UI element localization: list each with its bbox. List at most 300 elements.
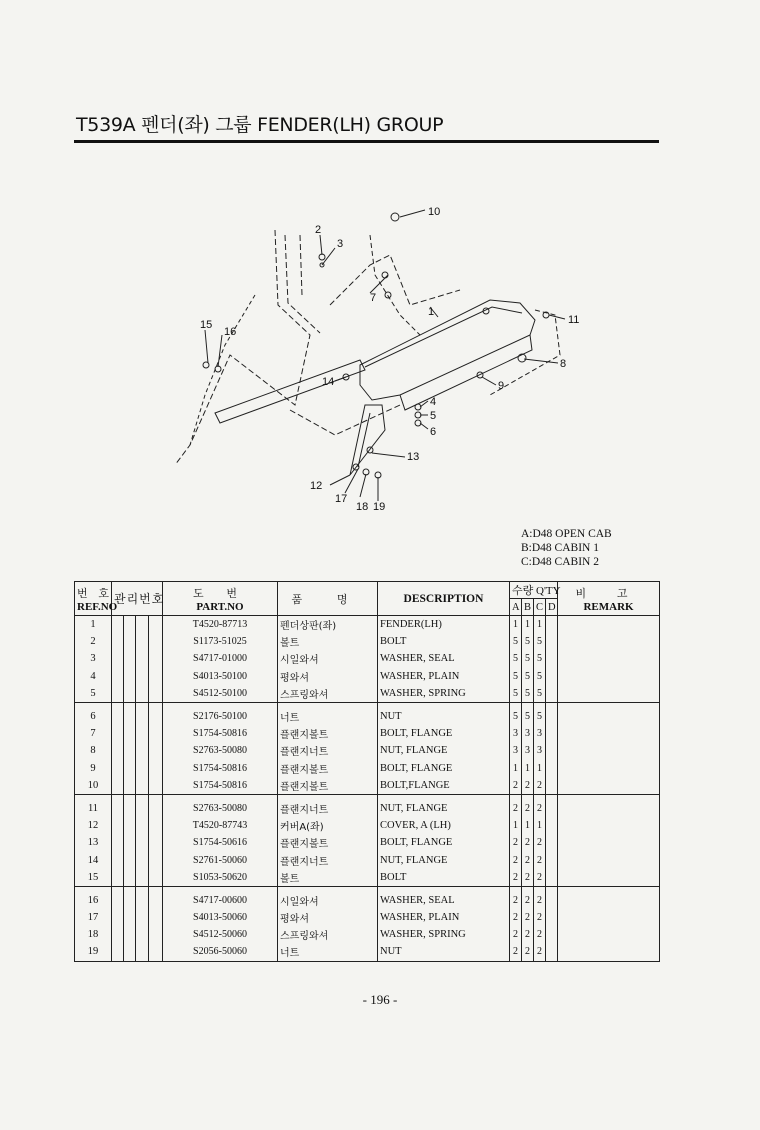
callout-15: 15 xyxy=(200,319,213,331)
table-row xyxy=(75,834,660,851)
cell-mgmt-1 xyxy=(112,650,124,667)
cell-qty-b: 2 xyxy=(522,834,534,851)
cell-description: BOLT, FLANGE xyxy=(378,725,510,742)
cell-mgmt-4 xyxy=(149,926,163,943)
cell-qty-d xyxy=(546,886,558,909)
cell-ref: 16 xyxy=(75,886,112,909)
parts-table-body xyxy=(75,616,660,962)
cell-description: COVER, A (LH) xyxy=(378,817,510,834)
cell-name-ko: 시일와셔 xyxy=(278,886,378,909)
cell-ref: 2 xyxy=(75,633,112,650)
cell-qty-c: 2 xyxy=(534,869,546,887)
cell-part-no: S1173-51025 xyxy=(163,633,278,650)
cell-ref: 12 xyxy=(75,817,112,834)
cell-mgmt-3 xyxy=(136,869,149,887)
cell-description: NUT, FLANGE xyxy=(378,794,510,817)
cell-qty-d xyxy=(546,817,558,834)
cell-qty-d xyxy=(546,668,558,685)
cell-part-no: S2763-50080 xyxy=(163,742,278,759)
cell-description: WASHER, PLAIN xyxy=(378,909,510,926)
cell-qty-c: 2 xyxy=(534,943,546,961)
cell-mgmt-3 xyxy=(136,633,149,650)
cell-part-no: S2176-50100 xyxy=(163,702,278,725)
cell-mgmt-4 xyxy=(149,725,163,742)
cell-qty-a: 2 xyxy=(510,869,522,887)
cell-description: WASHER, SEAL xyxy=(378,886,510,909)
cell-qty-a: 1 xyxy=(510,616,522,634)
cell-mgmt-2 xyxy=(124,760,136,777)
cell-qty-b: 1 xyxy=(522,616,534,634)
cell-mgmt-4 xyxy=(149,909,163,926)
cell-mgmt-1 xyxy=(112,685,124,703)
cell-mgmt-2 xyxy=(124,869,136,887)
cell-mgmt-4 xyxy=(149,633,163,650)
cell-qty-b: 5 xyxy=(522,668,534,685)
cell-mgmt-3 xyxy=(136,794,149,817)
cell-mgmt-3 xyxy=(136,742,149,759)
cell-ref: 6 xyxy=(75,702,112,725)
cell-qty-c: 5 xyxy=(534,702,546,725)
cell-ref: 13 xyxy=(75,834,112,851)
cell-remark xyxy=(558,943,660,961)
cell-part-no: S1754-50816 xyxy=(163,760,278,777)
cell-qty-b: 2 xyxy=(522,851,534,868)
cell-qty-c: 2 xyxy=(534,794,546,817)
callout-10: 10 xyxy=(428,206,441,218)
cell-part-no: S1754-50816 xyxy=(163,725,278,742)
cell-mgmt-3 xyxy=(136,725,149,742)
callout-2: 2 xyxy=(315,224,322,236)
cell-mgmt-3 xyxy=(136,909,149,926)
cell-qty-a: 2 xyxy=(510,777,522,795)
cell-qty-d xyxy=(546,702,558,725)
cell-mgmt-4 xyxy=(149,685,163,703)
fender-body xyxy=(360,300,535,400)
cell-part-no: S4013-50060 xyxy=(163,909,278,926)
cell-mgmt-3 xyxy=(136,668,149,685)
cell-mgmt-3 xyxy=(136,702,149,725)
cell-mgmt-4 xyxy=(149,760,163,777)
cell-description: BOLT,FLANGE xyxy=(378,777,510,795)
cell-part-no: S4013-50100 xyxy=(163,668,278,685)
cell-remark xyxy=(558,869,660,887)
cell-qty-c: 1 xyxy=(534,616,546,634)
header-qty-d: D xyxy=(546,599,558,616)
cell-mgmt-3 xyxy=(136,777,149,795)
cell-description: FENDER(LH) xyxy=(378,616,510,634)
legend-b: B:D48 CABIN 1 xyxy=(521,542,599,554)
cell-qty-a: 2 xyxy=(510,794,522,817)
cell-mgmt-4 xyxy=(149,886,163,909)
cell-remark xyxy=(558,633,660,650)
cell-mgmt-2 xyxy=(124,817,136,834)
header-description: DESCRIPTION xyxy=(378,582,510,616)
cell-mgmt-1 xyxy=(112,794,124,817)
cell-qty-b: 2 xyxy=(522,794,534,817)
cell-qty-d xyxy=(546,777,558,795)
cell-qty-b: 5 xyxy=(522,650,534,667)
callout-16: 16 xyxy=(224,326,237,338)
cell-part-no: S2761-50060 xyxy=(163,851,278,868)
callout-19: 19 xyxy=(373,501,386,513)
cell-mgmt-2 xyxy=(124,834,136,851)
callout-13: 13 xyxy=(407,451,420,463)
cell-name-ko: 너트 xyxy=(278,943,378,961)
cell-qty-d xyxy=(546,794,558,817)
cell-qty-a: 5 xyxy=(510,685,522,703)
cell-mgmt-4 xyxy=(149,742,163,759)
cell-mgmt-1 xyxy=(112,777,124,795)
cell-qty-d xyxy=(546,851,558,868)
cell-qty-b: 2 xyxy=(522,909,534,926)
cell-qty-c: 5 xyxy=(534,633,546,650)
cell-mgmt-3 xyxy=(136,650,149,667)
table-row xyxy=(75,702,660,725)
cell-qty-c: 2 xyxy=(534,777,546,795)
cell-mgmt-3 xyxy=(136,851,149,868)
table-row xyxy=(75,926,660,943)
cell-name-ko: 너트 xyxy=(278,702,378,725)
cell-mgmt-2 xyxy=(124,742,136,759)
model-legend xyxy=(521,527,612,569)
cell-remark xyxy=(558,926,660,943)
cell-mgmt-1 xyxy=(112,633,124,650)
cell-mgmt-1 xyxy=(112,909,124,926)
cell-qty-b: 2 xyxy=(522,869,534,887)
cell-remark xyxy=(558,909,660,926)
title-rule xyxy=(74,140,659,143)
cell-mgmt-4 xyxy=(149,777,163,795)
cell-qty-b: 1 xyxy=(522,760,534,777)
fender-top-edge xyxy=(365,307,522,367)
cell-qty-d xyxy=(546,616,558,634)
cell-description: WASHER, SPRING xyxy=(378,685,510,703)
callout-7: 7 xyxy=(370,292,377,304)
cell-description: NUT, FLANGE xyxy=(378,742,510,759)
cell-name-ko: 플랜지너트 xyxy=(278,851,378,868)
cell-description: BOLT, FLANGE xyxy=(378,834,510,851)
table-row xyxy=(75,794,660,817)
header-qty-b: B xyxy=(522,599,534,616)
table-row xyxy=(75,886,660,909)
cell-part-no: S4512-50100 xyxy=(163,685,278,703)
cell-qty-b: 2 xyxy=(522,777,534,795)
cell-mgmt-4 xyxy=(149,650,163,667)
cell-name-ko: 볼트 xyxy=(278,633,378,650)
cell-part-no: S1754-50816 xyxy=(163,777,278,795)
cell-name-ko: 플랜지너트 xyxy=(278,794,378,817)
cell-description: WASHER, PLAIN xyxy=(378,668,510,685)
cell-mgmt-2 xyxy=(124,633,136,650)
fender-flange xyxy=(400,335,532,410)
cell-qty-c: 2 xyxy=(534,909,546,926)
header-qty-a: A xyxy=(510,599,522,616)
callout-9: 9 xyxy=(498,380,505,392)
callout-14: 14 xyxy=(322,376,335,388)
cell-name-ko: 스프링와셔 xyxy=(278,926,378,943)
callout-17: 17 xyxy=(335,493,348,505)
cell-qty-a: 3 xyxy=(510,725,522,742)
cell-mgmt-2 xyxy=(124,777,136,795)
cell-qty-b: 5 xyxy=(522,702,534,725)
cell-qty-b: 5 xyxy=(522,685,534,703)
header-qty-c: C xyxy=(534,599,546,616)
cell-part-no: T4520-87713 xyxy=(163,616,278,634)
table-row xyxy=(75,817,660,834)
cell-mgmt-3 xyxy=(136,886,149,909)
cell-ref: 19 xyxy=(75,943,112,961)
cell-mgmt-1 xyxy=(112,851,124,868)
cell-mgmt-4 xyxy=(149,702,163,725)
cell-part-no: S4717-00600 xyxy=(163,886,278,909)
cell-name-ko: 펜더상판(좌) xyxy=(278,616,378,634)
cell-qty-a: 2 xyxy=(510,926,522,943)
cell-qty-d xyxy=(546,725,558,742)
cell-name-ko: 플랜지볼트 xyxy=(278,760,378,777)
cell-name-ko: 커버A(좌) xyxy=(278,817,378,834)
cell-qty-b: 2 xyxy=(522,943,534,961)
cell-qty-b: 5 xyxy=(522,633,534,650)
cell-remark xyxy=(558,851,660,868)
cell-ref: 7 xyxy=(75,725,112,742)
header-name: 품 명 xyxy=(278,582,378,616)
cell-mgmt-1 xyxy=(112,834,124,851)
cell-part-no: T4520-87743 xyxy=(163,817,278,834)
cell-mgmt-2 xyxy=(124,943,136,961)
cell-qty-c: 1 xyxy=(534,760,546,777)
cell-part-no: S4512-50060 xyxy=(163,926,278,943)
cell-qty-a: 2 xyxy=(510,834,522,851)
cell-description: NUT xyxy=(378,702,510,725)
table-row xyxy=(75,633,660,650)
cell-mgmt-4 xyxy=(149,851,163,868)
cell-qty-a: 5 xyxy=(510,668,522,685)
cell-remark xyxy=(558,616,660,634)
cell-name-ko: 볼트 xyxy=(278,869,378,887)
cell-mgmt-2 xyxy=(124,909,136,926)
cell-mgmt-4 xyxy=(149,817,163,834)
cell-qty-c: 5 xyxy=(534,668,546,685)
cell-ref: 8 xyxy=(75,742,112,759)
cell-ref: 11 xyxy=(75,794,112,817)
cell-qty-d xyxy=(546,742,558,759)
header-part-no: 도 번 PART.NO xyxy=(163,582,278,616)
cell-qty-d xyxy=(546,685,558,703)
cell-mgmt-1 xyxy=(112,943,124,961)
cell-qty-d xyxy=(546,943,558,961)
cell-part-no: S1754-50616 xyxy=(163,834,278,851)
cell-remark xyxy=(558,685,660,703)
cell-mgmt-4 xyxy=(149,943,163,961)
cell-mgmt-4 xyxy=(149,869,163,887)
cell-qty-d xyxy=(546,633,558,650)
cell-qty-b: 2 xyxy=(522,886,534,909)
cell-mgmt-2 xyxy=(124,725,136,742)
header-remark: 비 고 REMARK xyxy=(558,582,660,616)
cell-description: WASHER, SPRING xyxy=(378,926,510,943)
cell-part-no: S2763-50080 xyxy=(163,794,278,817)
cell-qty-d xyxy=(546,926,558,943)
cell-remark xyxy=(558,668,660,685)
cell-remark xyxy=(558,834,660,851)
cell-mgmt-2 xyxy=(124,886,136,909)
cell-qty-a: 2 xyxy=(510,851,522,868)
cell-qty-a: 5 xyxy=(510,650,522,667)
cell-mgmt-2 xyxy=(124,851,136,868)
cell-qty-c: 2 xyxy=(534,926,546,943)
table-row xyxy=(75,685,660,703)
cell-description: WASHER, SEAL xyxy=(378,650,510,667)
cell-qty-a: 2 xyxy=(510,886,522,909)
header-mgmt: 관리번호 xyxy=(112,582,163,616)
cell-mgmt-4 xyxy=(149,616,163,634)
cell-remark xyxy=(558,817,660,834)
cell-ref: 10 xyxy=(75,777,112,795)
cell-part-no: S1053-50620 xyxy=(163,869,278,887)
cell-mgmt-2 xyxy=(124,702,136,725)
cell-ref: 5 xyxy=(75,685,112,703)
table-row xyxy=(75,777,660,795)
cell-qty-a: 1 xyxy=(510,760,522,777)
cell-mgmt-1 xyxy=(112,869,124,887)
table-row xyxy=(75,909,660,926)
cell-mgmt-1 xyxy=(112,742,124,759)
cell-name-ko: 플랜지볼트 xyxy=(278,834,378,851)
cell-remark xyxy=(558,794,660,817)
cell-name-ko: 스프링와셔 xyxy=(278,685,378,703)
cell-mgmt-2 xyxy=(124,616,136,634)
cell-description: BOLT xyxy=(378,633,510,650)
cell-qty-a: 3 xyxy=(510,742,522,759)
cell-mgmt-2 xyxy=(124,926,136,943)
callout-6: 6 xyxy=(430,426,437,438)
cell-description: BOLT, FLANGE xyxy=(378,760,510,777)
callout-11: 11 xyxy=(568,314,580,326)
cell-qty-a: 2 xyxy=(510,909,522,926)
cell-ref: 9 xyxy=(75,760,112,777)
parts-table xyxy=(74,581,660,962)
cell-ref: 15 xyxy=(75,869,112,887)
cell-name-ko: 시일와셔 xyxy=(278,650,378,667)
table-row xyxy=(75,760,660,777)
frame-outline-2 xyxy=(285,235,320,333)
cell-mgmt-3 xyxy=(136,834,149,851)
table-row xyxy=(75,742,660,759)
cell-remark xyxy=(558,725,660,742)
cell-qty-a: 2 xyxy=(510,943,522,961)
callout-3: 3 xyxy=(337,238,344,250)
cell-mgmt-4 xyxy=(149,668,163,685)
cell-description: BOLT xyxy=(378,869,510,887)
cell-qty-d xyxy=(546,760,558,777)
exploded-parts-diagram xyxy=(160,195,600,525)
cell-qty-b: 2 xyxy=(522,926,534,943)
table-row xyxy=(75,616,660,634)
table-row xyxy=(75,668,660,685)
callout-8: 8 xyxy=(560,358,567,370)
cell-mgmt-4 xyxy=(149,794,163,817)
cell-mgmt-1 xyxy=(112,760,124,777)
cell-qty-c: 5 xyxy=(534,650,546,667)
frame-outline xyxy=(175,230,310,465)
cell-qty-c: 1 xyxy=(534,817,546,834)
cell-remark xyxy=(558,702,660,725)
cell-remark xyxy=(558,742,660,759)
cell-ref: 1 xyxy=(75,616,112,634)
callout-1: 1 xyxy=(428,306,435,318)
cell-part-no: S2056-50060 xyxy=(163,943,278,961)
table-row xyxy=(75,725,660,742)
cell-mgmt-1 xyxy=(112,702,124,725)
cell-mgmt-3 xyxy=(136,685,149,703)
callout-5: 5 xyxy=(430,410,437,422)
cell-mgmt-3 xyxy=(136,817,149,834)
table-row xyxy=(75,943,660,961)
cell-name-ko: 플랜지너트 xyxy=(278,742,378,759)
cell-part-no: S4717-01000 xyxy=(163,650,278,667)
cell-mgmt-2 xyxy=(124,650,136,667)
cell-qty-d xyxy=(546,834,558,851)
cell-qty-c: 3 xyxy=(534,725,546,742)
page-number: - 196 - xyxy=(362,992,398,1007)
cell-description: NUT xyxy=(378,943,510,961)
cell-remark xyxy=(558,760,660,777)
legend-a: A:D48 OPEN CAB xyxy=(521,528,612,540)
cell-qty-d xyxy=(546,650,558,667)
cell-mgmt-2 xyxy=(124,794,136,817)
cell-mgmt-3 xyxy=(136,760,149,777)
cell-name-ko: 평와셔 xyxy=(278,668,378,685)
table-row xyxy=(75,851,660,868)
cell-qty-d xyxy=(546,909,558,926)
cell-qty-b: 3 xyxy=(522,742,534,759)
cell-remark xyxy=(558,777,660,795)
cell-qty-a: 1 xyxy=(510,817,522,834)
cell-mgmt-4 xyxy=(149,834,163,851)
frame-rail xyxy=(215,360,365,423)
callout-18: 18 xyxy=(356,501,369,513)
cell-qty-b: 3 xyxy=(522,725,534,742)
cell-mgmt-1 xyxy=(112,926,124,943)
cell-remark xyxy=(558,650,660,667)
cell-qty-b: 1 xyxy=(522,817,534,834)
cell-qty-c: 5 xyxy=(534,685,546,703)
cell-qty-a: 5 xyxy=(510,702,522,725)
cell-mgmt-1 xyxy=(112,616,124,634)
cell-qty-a: 5 xyxy=(510,633,522,650)
cell-name-ko: 플랜지볼트 xyxy=(278,725,378,742)
cell-mgmt-1 xyxy=(112,817,124,834)
header-qty: 수량 Q'TY xyxy=(510,582,558,599)
cell-name-ko: 플랜지볼트 xyxy=(278,777,378,795)
callout-4: 4 xyxy=(430,396,437,408)
bracket-dash xyxy=(330,255,460,305)
cell-mgmt-3 xyxy=(136,616,149,634)
cell-qty-c: 2 xyxy=(534,886,546,909)
cell-mgmt-1 xyxy=(112,725,124,742)
table-row xyxy=(75,650,660,667)
cell-ref: 3 xyxy=(75,650,112,667)
cell-qty-d xyxy=(546,869,558,887)
legend-c: C:D48 CABIN 2 xyxy=(521,556,599,568)
callout-12: 12 xyxy=(310,480,323,492)
page-title: T539A 펜더(좌) 그룹 FENDER(LH) GROUP xyxy=(76,114,444,136)
cell-ref: 14 xyxy=(75,851,112,868)
cell-mgmt-2 xyxy=(124,685,136,703)
cell-description: NUT, FLANGE xyxy=(378,851,510,868)
cell-qty-c: 3 xyxy=(534,742,546,759)
table-row xyxy=(75,869,660,887)
